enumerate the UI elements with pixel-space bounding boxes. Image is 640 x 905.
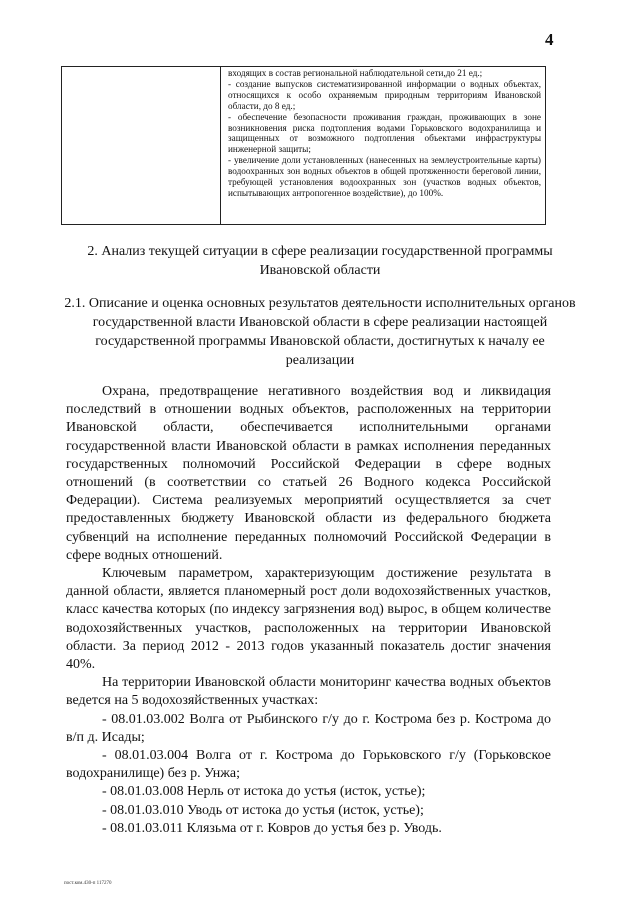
list-item: - 08.01.03.004 Волга от г. Кострома до Горьковского г/у (Горьковское водохранилище) без р. Унжа; (66, 748, 551, 782)
table-line: входящих в состав региональной наблюдательной сети,до 21 ед.; (228, 68, 483, 78)
table-line: - создание выпусков систематизированной информации о водных объектах, относящихся к особо охраняемым природным территориям Ивановской области, до 8 ед.; (228, 78, 541, 111)
table-line: - обеспечение безопасности проживания граждан, проживающих в зоне возникновения риска подтопления водами Горьковского водохранилища и защищенных от возможного подтопления объектами инфраструктуры инженерной защиты; (228, 111, 541, 155)
page-number: 4 (545, 30, 554, 49)
document-body (66, 383, 551, 838)
table-left-cell (62, 67, 221, 224)
paragraph: Охрана, предотвращение негативного воздействия вод и ликвидация последствий в отношении водных объектов, расположенных на территории Ивановской области, обеспечивается исполнительными органами государственной власти Ивановской области в рамках исполнения переданных государственных полномочий Российской Федерации в сфере водных отношений (в соответствии со статьей 26 Водного кодекса Российской Федерации). Система реализуемых мероприятий осуществляется за счет предоставленных бюджету Ивановской области из федерального бюджета субвенций на исполнение переданных полномочий Российской Федерации в сфере водных отношений. (66, 384, 551, 563)
footer-code: пост.ком.430-п 117270 (64, 881, 112, 886)
table-line: - увеличение доли установленных (нанесенных на землеустроительные карты) водоохранных зон водных объектов в общей протяженности береговой линии, требующей установления водоохранных зон (участков водных объектов, испытывающих антропогенное воздействие), до 100%. (228, 155, 541, 198)
list-item: - 08.01.03.008 Нерль от истока до устья (исток, устье); (102, 784, 426, 800)
list-item: - 08.01.03.011 Клязьма от г. Ковров до устья без р. Уводь. (102, 820, 442, 836)
list-item: - 08.01.03.002 Волга от Рыбинского г/у до г. Кострома без р. Кострома до в/п д. Исады; (66, 711, 551, 745)
section-heading: 2. Анализ текущей ситуации в сфере реализации государственной программы Ивановской области (87, 244, 553, 278)
subsection-heading: 2.1. Описание и оценка основных результатов деятельности исполнительных органов государственной власти Ивановской области в сфере реализации настоящей государственной программы Ивановской области, достигнутых к началу ее реализации (64, 296, 576, 368)
paragraph: На территории Ивановской области мониторинг качества водных объектов ведется на 5 водохозяйственных участках: (66, 675, 551, 709)
paragraph: Ключевым параметром, характеризующим достижение результата в данной области, является планомерный рост доли водохозяйственных участков, класс качества которых (по индексу загрязнения вод) вырос, в общем количестве водохозяйственных участков, расположенных на территории Ивановской области. За период 2012 - 2013 годов указанный показатель достиг значения 40%. (66, 566, 551, 673)
continuation-table (61, 66, 546, 225)
table-right-cell (221, 67, 545, 224)
list-item: - 08.01.03.010 Уводь от истока до устья (исток, устье); (102, 802, 424, 818)
